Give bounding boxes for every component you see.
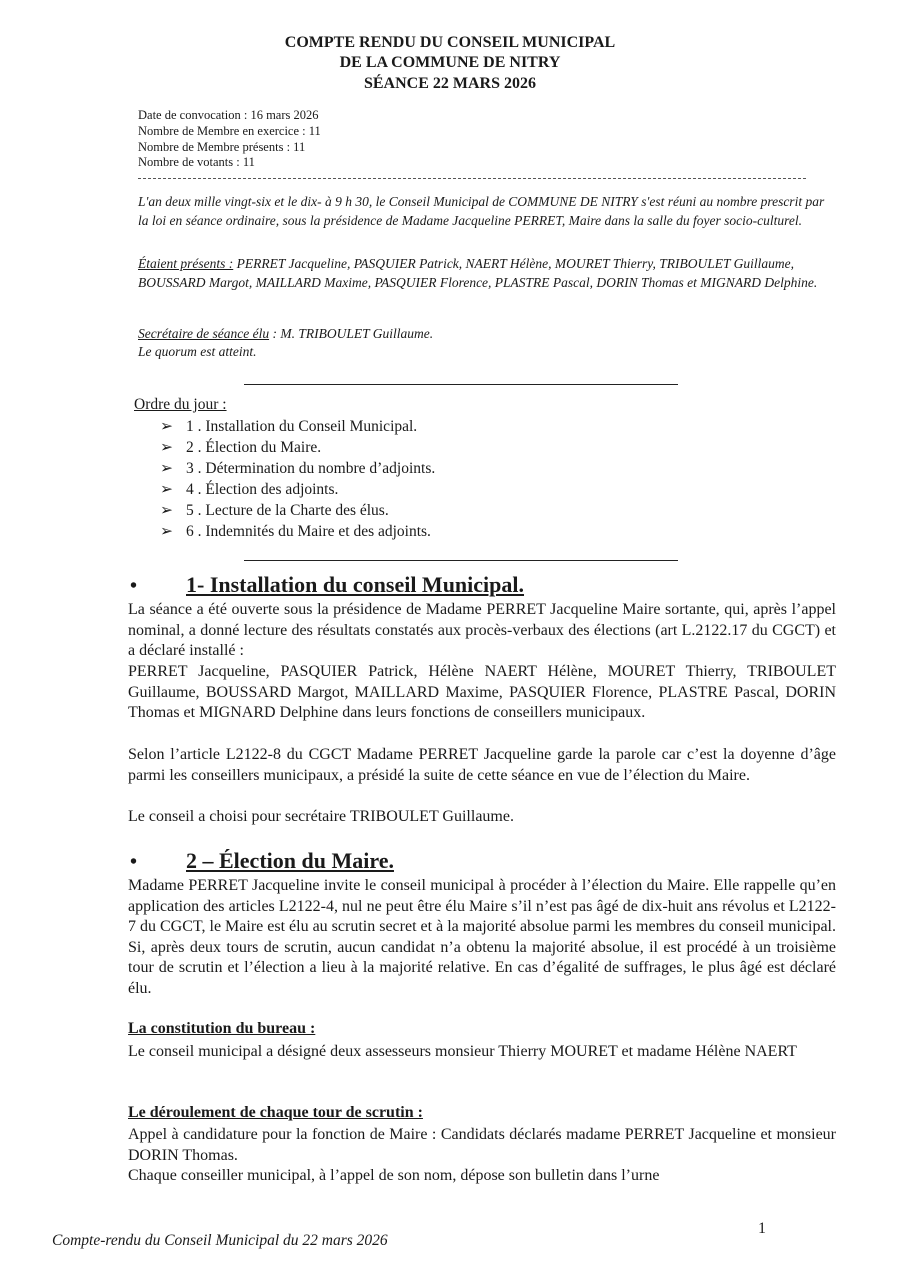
rule-bottom xyxy=(244,560,678,561)
agenda-item: ➢ 3 . Détermination du nombre d’adjoints. xyxy=(160,460,436,477)
meta-en-exercice: Nombre de Membre en exercice : 11 xyxy=(138,124,321,138)
agenda-item: ➢ 2 . Élection du Maire. xyxy=(160,439,322,456)
agenda-item: ➢ 5 . Lecture de la Charte des élus. xyxy=(160,502,389,519)
section2-paragraph-1: Madame PERRET Jacqueline invite le conseil municipal à procéder à l’élection du Maire. Elle rappelle qu’en application des articles L2122-4, nul ne peut être élu Maire s’il n’est pas âgé de dix-huit ans révolus et L2122-7 du CGCT, le Maire est élu au scrutin secret et à la majorité absolue parmi les membres du conseil municipal. Si, après deux tours de scrutin, aucun candidat n’a obtenu la majorité absolue, il est procédé à un troisième tour de scrutin et l’élection a lieu à la majorité relative. En cas d’égalité de suffrages, le plus âgé est déclaré élu. xyxy=(128,877,836,997)
doc-title-line2: DE LA COMMUNE DE NITRY xyxy=(339,54,561,71)
secretaire-line xyxy=(138,324,838,343)
page-footer: Compte-rendu du Conseil Municipal du 22 mars 2026 xyxy=(52,1232,388,1249)
presents-label: Étaient présents : xyxy=(138,256,234,271)
arrow-bullet-icon: ➢ xyxy=(160,523,173,540)
agenda-item: ➢ 4 . Élection des adjoints. xyxy=(160,481,339,498)
agenda-title: Ordre du jour : xyxy=(134,396,227,413)
secretaire-text: : M. TRIBOULET Guillaume. xyxy=(269,326,434,341)
presents-paragraph xyxy=(138,254,838,292)
scrutin-subheading: Le déroulement de chaque tour de scrutin : xyxy=(128,1104,423,1121)
secretaire-label: Secrétaire de séance élu xyxy=(138,326,270,341)
scrutin-paragraph-1: Appel à candidature pour la fonction de Maire : Candidats déclarés madame PERRET Jacqueline et monsieur DORIN Thomas. xyxy=(128,1126,836,1164)
meta-votants: Nombre de votants : 11 xyxy=(138,155,255,169)
intro-paragraph: L'an deux mille vingt-six et le dix- à 9 h 30, le Conseil Municipal de COMMUNE DE NITRY s'est réuni au nombre prescrit par la loi en séance ordinaire, sous la présidence de Madame Jacqueline PERRET, Maire dans la salle du foyer socio-culturel. xyxy=(138,194,825,228)
section1-paragraph-3: Selon l’article L2122-8 du CGCT Madame PERRET Jacqueline garde la parole car c’est la doyenne d’âge parmi les conseillers municipaux, a présidé la suite de cette séance en vue de l’élection du Maire. xyxy=(128,746,836,784)
arrow-bullet-icon: ➢ xyxy=(160,481,173,498)
agenda-item: ➢ 1 . Installation du Conseil Municipal. xyxy=(160,418,418,435)
bullet-icon: • xyxy=(130,851,138,873)
section1-title: 1- Installation du conseil Municipal. xyxy=(186,572,525,597)
scrutin-paragraph-2: Chaque conseiller municipal, à l’appel de son nom, dépose son bulletin dans l’urne xyxy=(128,1167,660,1184)
agenda-item: ➢ 6 . Indemnités du Maire et des adjoints. xyxy=(160,523,431,540)
agenda-list xyxy=(160,416,435,542)
page-number: 1 xyxy=(758,1220,766,1237)
arrow-bullet-icon: ➢ xyxy=(160,460,173,477)
doc-title-line1: COMPTE RENDU DU CONSEIL MUNICIPAL xyxy=(284,34,616,51)
presents-list: PERRET Jacqueline, PASQUIER Patrick, NAERT Hélène, MOURET Thierry, TRIBOULET Guillaume, BOUSSARD Margot, MAILLARD Maxime, PASQUIER Florence, PLASTRE Pascal, DORIN Thomas et MIGNARD Delphine. xyxy=(138,256,818,290)
arrow-bullet-icon: ➢ xyxy=(160,418,173,435)
meta-convocation: Date de convocation : 16 mars 2026 xyxy=(138,108,319,122)
quorum-line: Le quorum est atteint. xyxy=(138,344,257,359)
doc-title-line3: SÉANCE 22 MARS 2026 xyxy=(363,75,536,92)
section1-heading xyxy=(130,572,524,598)
arrow-bullet-icon: ➢ xyxy=(160,439,173,456)
meta-presents: Nombre de Membre présents : 11 xyxy=(138,140,306,154)
section1-paragraph-2: PERRET Jacqueline, PASQUIER Patrick, Hélène NAERT Hélène, MOURET Thierry, TRIBOULET Guillaume, BOUSSARD Margot, MAILLARD Maxime, PASQUIER Florence, PLASTRE Pascal, DORIN Thomas et MIGNARD Delphine dans leurs fonctions de conseillers municipaux. xyxy=(128,663,836,722)
rule-top xyxy=(244,384,678,385)
section2-heading xyxy=(130,848,394,874)
dashed-separator xyxy=(138,178,806,179)
arrow-bullet-icon: ➢ xyxy=(160,502,173,519)
bureau-paragraph: Le conseil municipal a désigné deux assesseurs monsieur Thierry MOURET et madame Hélène NAERT xyxy=(128,1043,797,1060)
section1-paragraph-4: Le conseil a choisi pour secrétaire TRIBOULET Guillaume. xyxy=(128,808,514,825)
section1-paragraph-1: La séance a été ouverte sous la présidence de Madame PERRET Jacqueline Maire sortante, qui, après l’appel nominal, a donné lecture des résultats constatés aux procès-verbaux des élections (art L.2122.17 du CGCT) et a déclaré installé : xyxy=(128,601,836,660)
section2-title: 2 – Élection du Maire. xyxy=(186,848,394,873)
bureau-subheading: La constitution du bureau : xyxy=(128,1020,316,1037)
bullet-icon: • xyxy=(130,575,138,597)
